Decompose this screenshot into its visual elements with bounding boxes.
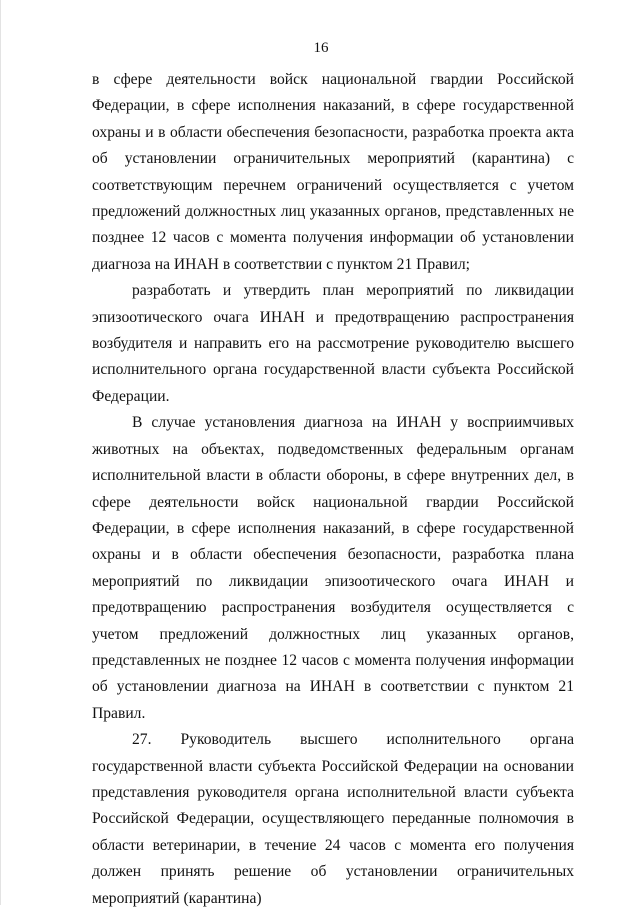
paragraph-plan: разработать и утвердить план мероприятий по ликвидации эпизоотического очага ИНАН и предотвращению распространения возбудителя и направить его на рассмотрение руководителю высшего исполнительного органа государственной власти субъекта Российской Федерации. [92,282,574,405]
paragraph-diagnosis-case: В случае установления диагноза на ИНАН у восприимчивых животных на объектах, подведомственных федеральным органам исполнительной власти в области обороны, в сфере внутренних дел, в сфере деятельности войск национальной гвардии Российской Федерации, в сфере исполнения наказаний, в сфере государственной охраны и в области обеспечения безопасности, разработка плана мероприятий по ликвидации эпизоотического очага ИНАН и предотвращению распространения возбудителя осуществляется с учетом предложений должностных лиц указанных органов, представленных не позднее 12 часов с момента получения информации об установлении диагноза на ИНАН в соответствии с пунктом 21 Правил. [92,414,574,722]
paragraph-item-27: 27. Руководитель высшего исполнительного органа государственной власти субъекта Российской Федерации на основании представления руководителя органа исполнительной власти субъекта Российской Федерации, осуществляющего переданные полномочия в области ветеринарии, в течение 24 часов с момента его получения должен принять решение об установлении ограничительных мероприятий (карантина) [92,731,574,907]
page-number: 16 [313,40,329,56]
paragraph-continuation: в сфере деятельности войск национальной гвардии Российской Федерации, в сфере исполнения наказаний, в сфере государственной охраны и в области обеспечения безопасности, разработка проекта акта об установлении ограничительных мероприятий (карантина) с соответствующим перечнем ограничений осуществляется с учетом предложений должностных лиц указанных органов, представленных не позднее 12 часов с момента получения информации об установлении диагноза на ИНАН в соответствии с пунктом 21 Правил; [92,71,574,273]
body-text [92,67,574,912]
